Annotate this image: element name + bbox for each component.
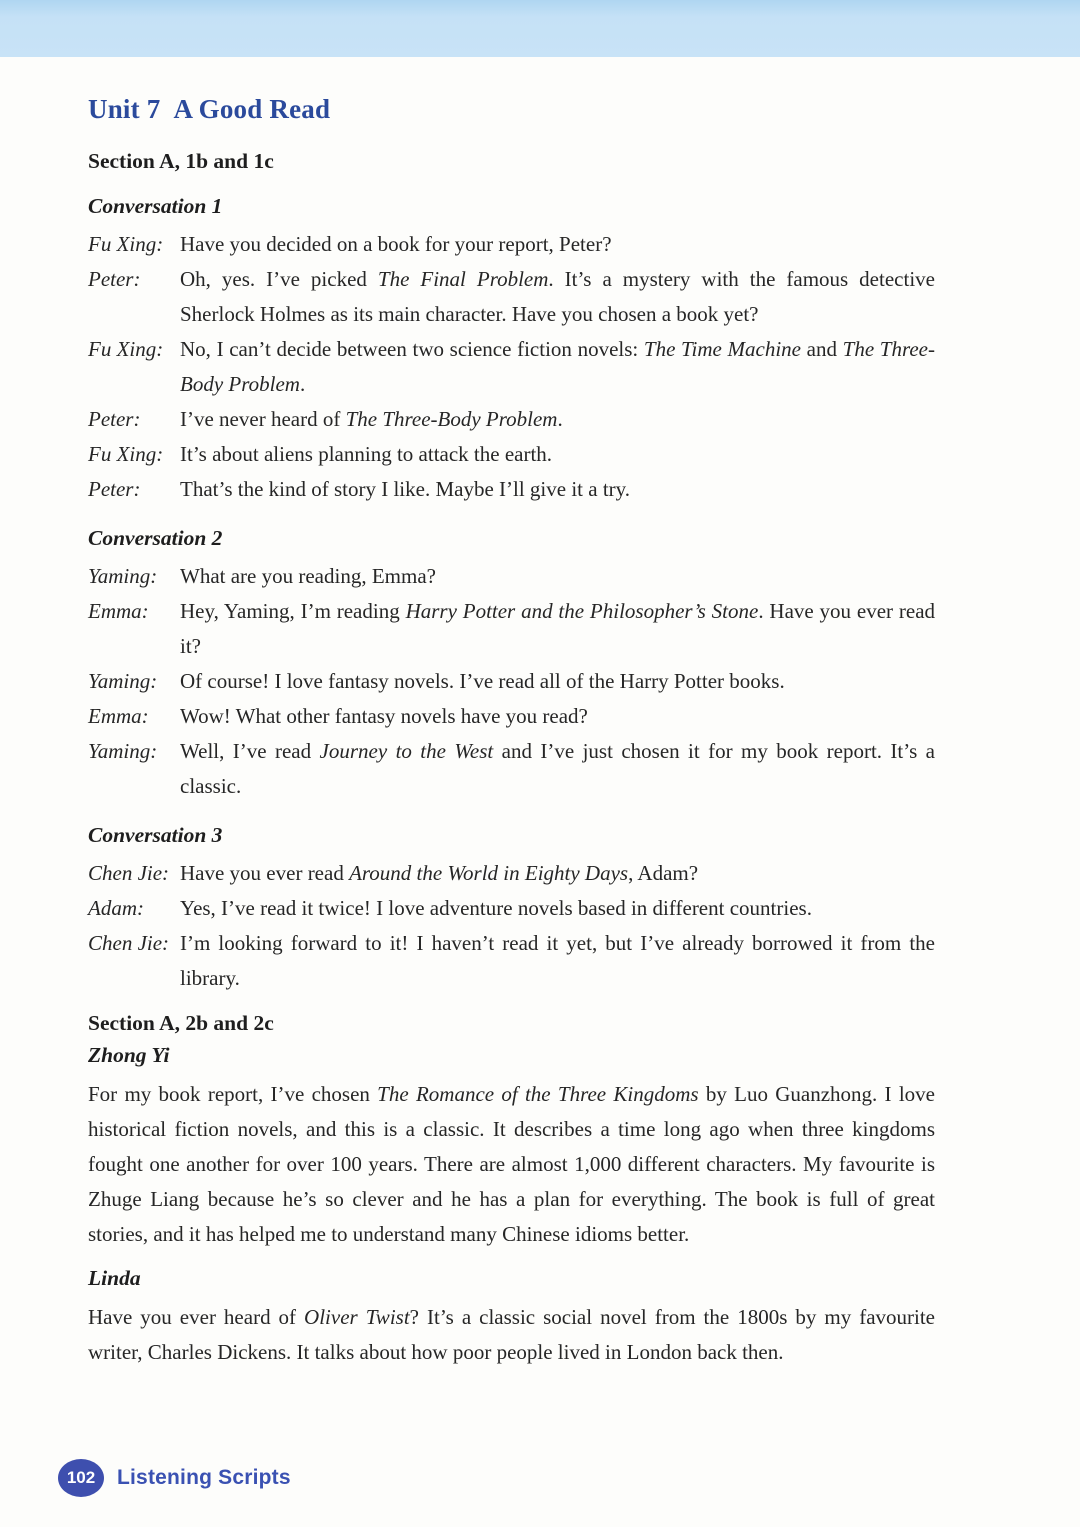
dialogue-turn (88, 559, 935, 594)
dialogue-text (180, 332, 935, 402)
speaker-label: Chen Jie: (88, 931, 170, 955)
blocks (88, 147, 935, 1370)
conversation-section (88, 524, 935, 804)
text-run: For my book report, I’ve chosen (88, 1082, 378, 1106)
text-run: Have you decided on a book for your report, Peter? (180, 232, 612, 256)
dialogue-turn (88, 332, 935, 402)
text-run: Have you ever read (180, 861, 350, 885)
book-title-italic: The Romance of the Three Kingdoms (377, 1082, 699, 1106)
dialogue-text (180, 437, 935, 472)
speaker-label: Emma: (88, 704, 149, 728)
page-footer (58, 1459, 291, 1497)
page-header-band (0, 0, 1080, 57)
conversation-section (88, 192, 935, 507)
speaker-label: Peter: (88, 407, 141, 431)
book-title-italic: The Time Machine (643, 337, 802, 361)
dialogue-text (180, 559, 935, 594)
text-run: and (801, 337, 843, 361)
dialogue-text (180, 664, 935, 699)
book-title-italic: Around the World in Eighty Days (349, 861, 629, 885)
text-run: Have you ever heard of (88, 1305, 305, 1329)
text-run: No, I can’t decide between two science fiction novels: (180, 337, 644, 361)
dialogue-text (180, 472, 935, 507)
text-run: That’s the kind of story I like. Maybe I’ll give it a try. (180, 477, 631, 501)
book-title-italic: Journey to the West (319, 739, 494, 763)
text-run: It’s about aliens planning to attack the earth. (180, 442, 553, 466)
monologue-section (88, 1041, 935, 1252)
book-title-italic: Harry Potter and the Philosopher’s Stone (405, 599, 759, 623)
unit-label: Unit 7 (88, 94, 161, 124)
text-run: . It’s a mystery with the famous detective Sherlock Holmes as its main character. Have you chosen a book yet? (180, 267, 935, 326)
text-run: I’ve never heard of (180, 407, 346, 431)
dialogue-turn (88, 699, 935, 734)
speaker-label: Chen Jie: (88, 861, 170, 885)
text-run: I’m looking forward to it! I haven’t read it yet, but I’ve already borrowed it from the library. (180, 931, 935, 990)
text-run: . (299, 372, 306, 396)
dialogue-turn (88, 472, 935, 507)
speaker-label: Fu Xing: (88, 442, 164, 466)
dialogue-turn (88, 594, 935, 664)
text-run: and I’ve just chosen it for my book report. It’s a classic. (180, 739, 935, 798)
speaker-label: Fu Xing: (88, 232, 164, 256)
monologue-speaker: Zhong Yi (88, 1043, 170, 1067)
speaker-label: Fu Xing: (88, 337, 164, 361)
speaker-label: Peter: (88, 477, 141, 501)
monologue-text (88, 1077, 935, 1252)
dialogue-text (180, 594, 935, 664)
dialogue-text (180, 699, 935, 734)
dialogue-text (180, 734, 935, 804)
dialogue-turn (88, 926, 935, 996)
book-title-italic: The Three-Body Problem (180, 337, 935, 396)
unit-name: A Good Read (173, 94, 331, 124)
text-run: , Adam? (628, 861, 699, 885)
text-run: Of course! I love fantasy novels. I’ve read all of the Harry Potter books. (180, 669, 785, 693)
speaker-label: Yaming: (88, 564, 158, 588)
dialogue-text (180, 856, 935, 891)
conversation-section (88, 821, 935, 996)
book-title-italic: The Final Problem (377, 267, 549, 291)
text-run: Oh, yes. I’ve picked (180, 267, 378, 291)
conversation-title: Conversation 3 (88, 823, 223, 847)
dialogue-turn (88, 262, 935, 332)
conversation-title: Conversation 2 (88, 526, 223, 550)
page-content (0, 57, 1080, 1370)
dialogue-turn (88, 227, 935, 262)
text-run: . (557, 407, 563, 431)
footer-label: Listening Scripts (117, 1466, 291, 1489)
book-title-italic: The Three-Body Problem (345, 407, 558, 431)
dialogue-text (180, 402, 935, 437)
speaker-label: Emma: (88, 599, 149, 623)
text-run: . Have you ever read it? (180, 599, 936, 658)
dialogue-turn (88, 734, 935, 804)
dialogue-turn (88, 402, 935, 437)
text-run: Yes, I’ve read it twice! I love adventure novels based in different countries. (180, 896, 812, 920)
page-number-badge: 102 (58, 1459, 104, 1497)
dialogue-text (180, 926, 935, 996)
dialogue-turn (88, 891, 935, 926)
dialogue-turn (88, 856, 935, 891)
monologue-text (88, 1300, 935, 1370)
section-heading: Section A, 1b and 1c (88, 149, 274, 173)
section-heading: Section A, 2b and 2c (88, 1011, 274, 1035)
speaker-label: Peter: (88, 267, 141, 291)
dialogue-turn (88, 437, 935, 472)
monologue-speaker: Linda (88, 1266, 141, 1290)
dialogue-text (180, 227, 935, 262)
unit-title (88, 93, 935, 125)
text-run: What are you reading, Emma? (180, 564, 436, 588)
text-run: Well, I’ve read (180, 739, 320, 763)
text-run: ? It’s a classic social novel from the 1800s by my favourite writer, Charles Dickens. It talks about how poor people lived in London back then. (88, 1305, 935, 1364)
text-run: Wow! What other fantasy novels have you read? (180, 704, 588, 728)
speaker-label: Yaming: (88, 739, 158, 763)
text-run: by Luo Guanzhong. I love historical fiction novels, and this is a classic. It describes a time long ago when three kingdoms fought one another for over 100 years. There are almost 1,000 different characters. My favourite is Zhuge Liang because he’s so clever and he has a plan for everything. The book is full of great stories, and it has helped me to understand many Chinese idioms better. (88, 1082, 935, 1246)
dialogue-text (180, 262, 935, 332)
conversation-title: Conversation 1 (88, 194, 223, 218)
text-run: Hey, Yaming, I’m reading (180, 599, 406, 623)
dialogue-text (180, 891, 935, 926)
book-title-italic: Oliver Twist (304, 1305, 410, 1329)
speaker-label: Yaming: (88, 669, 158, 693)
dialogue-turn (88, 664, 935, 699)
speaker-label: Adam: (88, 896, 144, 920)
monologue-section (88, 1264, 935, 1370)
